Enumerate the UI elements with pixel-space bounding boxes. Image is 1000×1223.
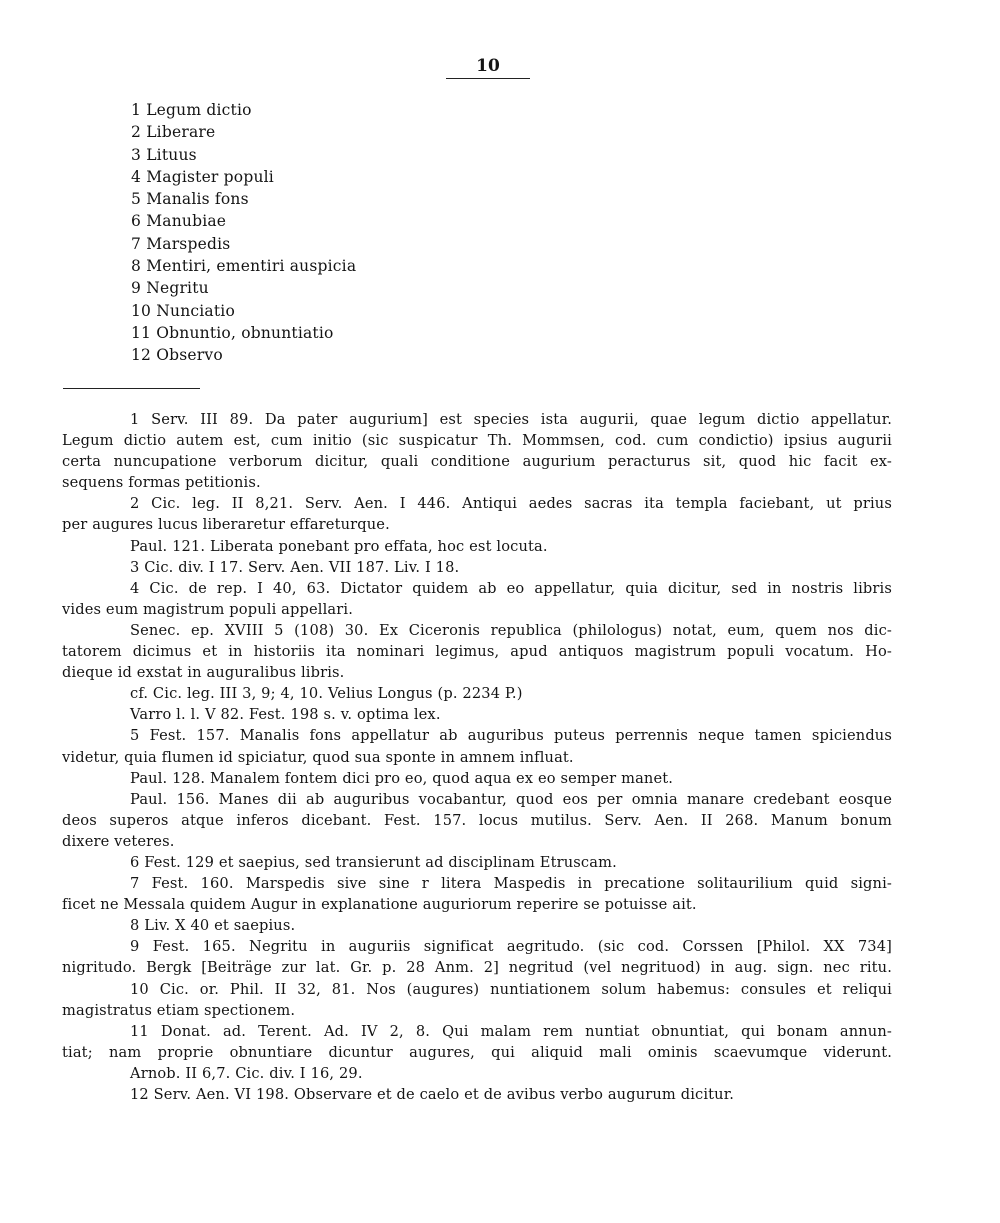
entry-item: 2 Liberare	[131, 123, 216, 142]
footnote-line: dieque id exstat in auguralibus libris.	[62, 664, 345, 682]
footnote-line: Senec. ep. XVIII 5 (108) 30. Ex Ciceronis republica (philologus) notat, eum, quem nos dic-	[130, 621, 892, 639]
footnotes	[62, 409, 892, 1105]
footnote-line: nigritudo. Bergk [Beiträge zur lat. Gr. p. 28 Anm. 2] negritud (vel negrituod) in aug. sign. nec ritu.	[62, 959, 892, 977]
footnote-line: 2 Cic. leg. II 8,21. Serv. Aen. I 446. Antiqui aedes sacras ita templa faciebant, ut prius	[130, 495, 892, 513]
footnote-line: sequens formas petitionis.	[62, 474, 261, 492]
footnote-line: 5 Fest. 157. Manalis fons appellatur ab auguribus puteus perrennis neque tamen spiciendus	[130, 727, 892, 745]
entry-item: 11 Obnuntio, obnuntiatio	[131, 323, 334, 342]
footnote-line: 3 Cic. div. I 17. Serv. Aen. VII 187. Liv. I 18.	[130, 558, 460, 576]
footnote-line: tiat; nam proprie obnuntiare dicuntur augures, qui aliquid mali ominis scaevumque viderunt.	[62, 1043, 892, 1061]
footnote-line: 1 Serv. III 89. Da pater augurium] est species ista augurii, quae legum dictio appellatur.	[130, 411, 892, 428]
footnote-line: 11 Donat. ad. Terent. Ad. IV 2, 8. Qui malam rem nuntiat obnuntiat, qui bonam annun-	[130, 1022, 892, 1040]
page-number: 10	[446, 56, 530, 79]
entry-item: 1 Legum dictio	[131, 101, 252, 119]
entry-item: 3 Lituus	[131, 145, 197, 164]
footnote-line: Legum dictio autem est, cum initio (sic suspicatur Th. Mommsen, cod. cum condictio) ipsius augurii	[62, 432, 892, 450]
footnote-line: Varro l. l. V 82. Fest. 198 s. v. optima lex.	[130, 706, 441, 724]
footnote-line: tatorem dicimus et in historiis ita nominari legimus, apud antiquos magistrum populi vocatum. Ho-	[62, 643, 892, 661]
footnote-separator	[63, 388, 200, 389]
footnote-line: 9 Fest. 165. Negritu in auguriis significat aegritudo. (sic cod. Corssen [Philol. XX 734]	[130, 938, 892, 956]
footnote-line: cf. Cic. leg. III 3, 9; 4, 10. Velius Longus (p. 2234 P.)	[130, 685, 523, 703]
entry-item: 10 Nunciatio	[131, 301, 235, 320]
footnote-line: 4 Cic. de rep. I 40, 63. Dictator quidem ab eo appellatur, quia dicitur, sed in nostris libris	[130, 579, 892, 597]
footnote-line: videtur, quia flumen id spiciatur, quod sua sponte in amnem influat.	[62, 748, 574, 766]
footnote-line: 7 Fest. 160. Marspedis sive sine r litera Maspedis in precatione solitaurilium quid signi-	[130, 875, 892, 893]
entry-item: 4 Magister populi	[131, 167, 274, 186]
footnote-line: 12 Serv. Aen. VI 198. Observare et de caelo et de avibus verbo augurum dicitur.	[130, 1086, 735, 1103]
footnote-line: 6 Fest. 129 et saepius, sed transierunt ad disciplinam Etruscam.	[130, 853, 617, 871]
footnote-line: 10 Cic. or. Phil. II 32, 81. Nos (augures) nuntiationem solum habemus: consules et reliqui	[130, 980, 892, 998]
footnote-line: Paul. 121. Liberata ponebant pro effata, hoc est locuta.	[130, 537, 548, 555]
entry-item: 8 Mentiri, ementiri auspicia	[131, 257, 357, 276]
footnote-line: certa nuncupatione verborum dicitur, quali conditione augurium peracturus sit, quod hic facit ex-	[62, 453, 892, 471]
footnote-line: Paul. 128. Manalem fontem dici pro eo, quod aqua ex eo semper manet.	[130, 769, 674, 787]
footnote-line: 8 Liv. X 40 et saepius.	[130, 917, 296, 935]
footnote-line: deos superos atque inferos dicebant. Fest. 157. locus mutilus. Serv. Aen. II 268. Manum bonum	[62, 811, 892, 829]
footnote-line: magistratus etiam spectionem.	[62, 1001, 296, 1019]
footnote-line: Paul. 156. Manes dii ab auguribus vocabantur, quod eos per omnia manare credebant eosque	[130, 790, 892, 808]
footnote-line: per augures lucus liberaretur effareturque.	[62, 516, 390, 534]
entry-item: 9 Negritu	[131, 279, 209, 298]
entry-list	[131, 99, 356, 367]
entry-item: 7 Marspedis	[131, 234, 231, 253]
footnote-line: dixere veteres.	[62, 832, 175, 850]
footnote-line: Arnob. II 6,7. Cic. div. I 16, 29.	[130, 1064, 363, 1082]
entry-item: 6 Manubiae	[131, 212, 227, 231]
entry-item: 12 Observo	[131, 346, 223, 365]
entry-item: 5 Manalis fons	[131, 190, 249, 209]
footnote-line: ficet ne Messala quidem Augur in explanatione auguriorum reperire se potuisse ait.	[62, 896, 697, 914]
footnote-line: vides eum magistrum populi appellari.	[62, 600, 354, 618]
